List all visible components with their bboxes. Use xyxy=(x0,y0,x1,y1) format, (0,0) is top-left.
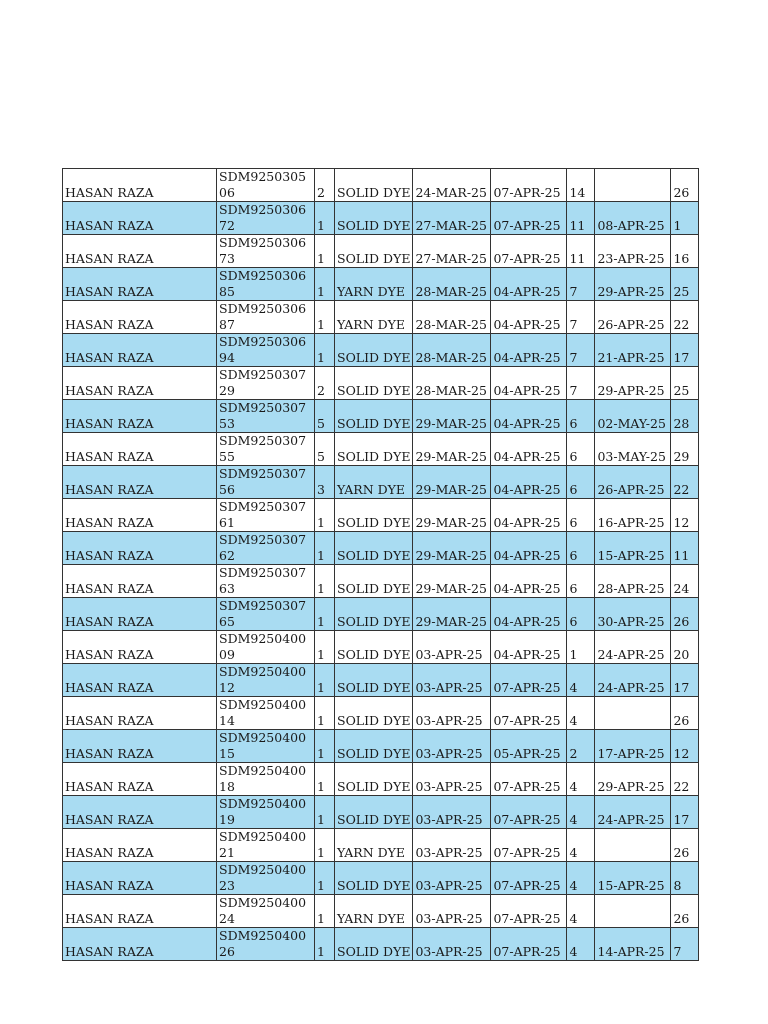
delay-days-cell: 20 xyxy=(671,631,699,664)
lead-days-cell: 4 xyxy=(567,664,595,697)
type-cell: SOLID DYE xyxy=(335,433,413,466)
delay-days-cell: 25 xyxy=(671,268,699,301)
table-row xyxy=(63,235,699,268)
delay-days-cell: 24 xyxy=(671,565,699,598)
qty-cell: 1 xyxy=(315,532,335,565)
due-date-cell: 04-APR-25 xyxy=(491,367,567,400)
order-cell: SDM925040018 xyxy=(217,763,315,796)
order-cell: SDM925030685 xyxy=(217,268,315,301)
order-cell: SDM925030729 xyxy=(217,367,315,400)
ship-date-cell: 21-APR-25 xyxy=(595,334,671,367)
ship-date-cell: 30-APR-25 xyxy=(595,598,671,631)
table-row xyxy=(63,565,699,598)
due-date-cell: 04-APR-25 xyxy=(491,565,567,598)
order-date-cell: 03-APR-25 xyxy=(413,829,491,862)
name-cell: HASAN RAZA xyxy=(63,367,217,400)
order-date-cell: 03-APR-25 xyxy=(413,928,491,961)
order-date-cell: 03-APR-25 xyxy=(413,631,491,664)
name-cell: HASAN RAZA xyxy=(63,697,217,730)
order-date-cell: 03-APR-25 xyxy=(413,862,491,895)
delay-days-cell: 8 xyxy=(671,862,699,895)
qty-cell: 1 xyxy=(315,301,335,334)
name-cell: HASAN RAZA xyxy=(63,598,217,631)
name-cell: HASAN RAZA xyxy=(63,235,217,268)
due-date-cell: 07-APR-25 xyxy=(491,928,567,961)
name-cell: HASAN RAZA xyxy=(63,730,217,763)
lead-days-cell: 4 xyxy=(567,697,595,730)
due-date-cell: 07-APR-25 xyxy=(491,796,567,829)
lead-days-cell: 7 xyxy=(567,367,595,400)
lead-days-cell: 7 xyxy=(567,334,595,367)
table-row xyxy=(63,928,699,961)
type-cell: SOLID DYE xyxy=(335,598,413,631)
lead-days-cell: 11 xyxy=(567,202,595,235)
type-cell: SOLID DYE xyxy=(335,235,413,268)
name-cell: HASAN RAZA xyxy=(63,829,217,862)
order-cell: SDM925040014 xyxy=(217,697,315,730)
name-cell: HASAN RAZA xyxy=(63,334,217,367)
due-date-cell: 07-APR-25 xyxy=(491,235,567,268)
type-cell: SOLID DYE xyxy=(335,499,413,532)
table-row xyxy=(63,532,699,565)
name-cell: HASAN RAZA xyxy=(63,565,217,598)
name-cell: HASAN RAZA xyxy=(63,400,217,433)
ship-date-cell: 16-APR-25 xyxy=(595,499,671,532)
order-date-cell: 29-MAR-25 xyxy=(413,565,491,598)
due-date-cell: 05-APR-25 xyxy=(491,730,567,763)
qty-cell: 2 xyxy=(315,169,335,202)
table-row xyxy=(63,829,699,862)
type-cell: SOLID DYE xyxy=(335,697,413,730)
table-row xyxy=(63,499,699,532)
order-cell: SDM925030687 xyxy=(217,301,315,334)
lead-days-cell: 11 xyxy=(567,235,595,268)
delay-days-cell: 17 xyxy=(671,796,699,829)
type-cell: SOLID DYE xyxy=(335,862,413,895)
table-row xyxy=(63,631,699,664)
order-date-cell: 03-APR-25 xyxy=(413,664,491,697)
delay-days-cell: 7 xyxy=(671,928,699,961)
qty-cell: 5 xyxy=(315,433,335,466)
order-date-cell: 03-APR-25 xyxy=(413,730,491,763)
name-cell: HASAN RAZA xyxy=(63,301,217,334)
qty-cell: 1 xyxy=(315,796,335,829)
qty-cell: 1 xyxy=(315,598,335,631)
delay-days-cell: 25 xyxy=(671,367,699,400)
qty-cell: 2 xyxy=(315,367,335,400)
name-cell: HASAN RAZA xyxy=(63,895,217,928)
qty-cell: 5 xyxy=(315,400,335,433)
type-cell: SOLID DYE xyxy=(335,565,413,598)
lead-days-cell: 6 xyxy=(567,400,595,433)
table-row xyxy=(63,400,699,433)
order-date-cell: 29-MAR-25 xyxy=(413,400,491,433)
type-cell: SOLID DYE xyxy=(335,367,413,400)
order-date-cell: 03-APR-25 xyxy=(413,895,491,928)
table-row xyxy=(63,697,699,730)
ship-date-cell xyxy=(595,169,671,202)
type-cell: SOLID DYE xyxy=(335,631,413,664)
due-date-cell: 07-APR-25 xyxy=(491,829,567,862)
order-date-cell: 27-MAR-25 xyxy=(413,202,491,235)
ship-date-cell xyxy=(595,697,671,730)
type-cell: SOLID DYE xyxy=(335,334,413,367)
qty-cell: 1 xyxy=(315,499,335,532)
lead-days-cell: 6 xyxy=(567,499,595,532)
ship-date-cell: 24-APR-25 xyxy=(595,631,671,664)
order-date-cell: 03-APR-25 xyxy=(413,796,491,829)
delay-days-cell: 17 xyxy=(671,664,699,697)
lead-days-cell: 6 xyxy=(567,466,595,499)
table-row xyxy=(63,598,699,631)
lead-days-cell: 4 xyxy=(567,763,595,796)
qty-cell: 1 xyxy=(315,334,335,367)
order-date-cell: 29-MAR-25 xyxy=(413,598,491,631)
due-date-cell: 04-APR-25 xyxy=(491,334,567,367)
order-date-cell: 28-MAR-25 xyxy=(413,334,491,367)
order-date-cell: 29-MAR-25 xyxy=(413,433,491,466)
ship-date-cell: 08-APR-25 xyxy=(595,202,671,235)
type-cell: SOLID DYE xyxy=(335,202,413,235)
delay-days-cell: 22 xyxy=(671,301,699,334)
due-date-cell: 07-APR-25 xyxy=(491,664,567,697)
ship-date-cell: 26-APR-25 xyxy=(595,301,671,334)
delay-days-cell: 16 xyxy=(671,235,699,268)
qty-cell: 1 xyxy=(315,565,335,598)
order-cell: SDM925040024 xyxy=(217,895,315,928)
delay-days-cell: 1 xyxy=(671,202,699,235)
due-date-cell: 04-APR-25 xyxy=(491,466,567,499)
order-date-cell: 27-MAR-25 xyxy=(413,235,491,268)
due-date-cell: 04-APR-25 xyxy=(491,532,567,565)
name-cell: HASAN RAZA xyxy=(63,433,217,466)
order-cell: SDM925030755 xyxy=(217,433,315,466)
order-cell: SDM925030673 xyxy=(217,235,315,268)
order-date-cell: 24-MAR-25 xyxy=(413,169,491,202)
type-cell: YARN DYE xyxy=(335,829,413,862)
lead-days-cell: 4 xyxy=(567,829,595,862)
name-cell: HASAN RAZA xyxy=(63,796,217,829)
data-table xyxy=(62,168,699,961)
lead-days-cell: 4 xyxy=(567,895,595,928)
delay-days-cell: 26 xyxy=(671,895,699,928)
order-cell: SDM925030753 xyxy=(217,400,315,433)
type-cell: YARN DYE xyxy=(335,895,413,928)
ship-date-cell: 26-APR-25 xyxy=(595,466,671,499)
due-date-cell: 07-APR-25 xyxy=(491,169,567,202)
name-cell: HASAN RAZA xyxy=(63,268,217,301)
order-cell: SDM925040023 xyxy=(217,862,315,895)
order-cell: SDM925030765 xyxy=(217,598,315,631)
name-cell: HASAN RAZA xyxy=(63,631,217,664)
qty-cell: 3 xyxy=(315,466,335,499)
name-cell: HASAN RAZA xyxy=(63,202,217,235)
table-row xyxy=(63,796,699,829)
due-date-cell: 07-APR-25 xyxy=(491,862,567,895)
order-date-cell: 29-MAR-25 xyxy=(413,466,491,499)
delay-days-cell: 26 xyxy=(671,598,699,631)
due-date-cell: 07-APR-25 xyxy=(491,202,567,235)
ship-date-cell: 02-MAY-25 xyxy=(595,400,671,433)
type-cell: SOLID DYE xyxy=(335,169,413,202)
type-cell: YARN DYE xyxy=(335,268,413,301)
qty-cell: 1 xyxy=(315,730,335,763)
order-cell: SDM925030756 xyxy=(217,466,315,499)
delay-days-cell: 12 xyxy=(671,499,699,532)
due-date-cell: 04-APR-25 xyxy=(491,400,567,433)
delay-days-cell: 29 xyxy=(671,433,699,466)
delay-days-cell: 12 xyxy=(671,730,699,763)
ship-date-cell: 15-APR-25 xyxy=(595,862,671,895)
lead-days-cell: 7 xyxy=(567,301,595,334)
name-cell: HASAN RAZA xyxy=(63,499,217,532)
table-row xyxy=(63,730,699,763)
qty-cell: 1 xyxy=(315,631,335,664)
ship-date-cell xyxy=(595,829,671,862)
qty-cell: 1 xyxy=(315,895,335,928)
ship-date-cell: 29-APR-25 xyxy=(595,268,671,301)
type-cell: SOLID DYE xyxy=(335,796,413,829)
table-row xyxy=(63,895,699,928)
ship-date-cell: 14-APR-25 xyxy=(595,928,671,961)
lead-days-cell: 4 xyxy=(567,928,595,961)
lead-days-cell: 4 xyxy=(567,862,595,895)
table-row xyxy=(63,202,699,235)
order-cell: SDM925030761 xyxy=(217,499,315,532)
order-cell: SDM925030762 xyxy=(217,532,315,565)
table-row xyxy=(63,268,699,301)
qty-cell: 1 xyxy=(315,763,335,796)
order-date-cell: 03-APR-25 xyxy=(413,763,491,796)
type-cell: SOLID DYE xyxy=(335,532,413,565)
due-date-cell: 04-APR-25 xyxy=(491,268,567,301)
lead-days-cell: 14 xyxy=(567,169,595,202)
order-cell: SDM925040012 xyxy=(217,664,315,697)
name-cell: HASAN RAZA xyxy=(63,532,217,565)
delay-days-cell: 26 xyxy=(671,829,699,862)
due-date-cell: 07-APR-25 xyxy=(491,895,567,928)
ship-date-cell: 29-APR-25 xyxy=(595,367,671,400)
order-date-cell: 28-MAR-25 xyxy=(413,268,491,301)
type-cell: YARN DYE xyxy=(335,466,413,499)
type-cell: SOLID DYE xyxy=(335,730,413,763)
table-row xyxy=(63,334,699,367)
name-cell: HASAN RAZA xyxy=(63,928,217,961)
delay-days-cell: 22 xyxy=(671,763,699,796)
lead-days-cell: 2 xyxy=(567,730,595,763)
ship-date-cell: 28-APR-25 xyxy=(595,565,671,598)
due-date-cell: 07-APR-25 xyxy=(491,697,567,730)
order-cell: SDM925040019 xyxy=(217,796,315,829)
order-date-cell: 28-MAR-25 xyxy=(413,367,491,400)
ship-date-cell: 15-APR-25 xyxy=(595,532,671,565)
ship-date-cell: 24-APR-25 xyxy=(595,664,671,697)
lead-days-cell: 6 xyxy=(567,565,595,598)
due-date-cell: 04-APR-25 xyxy=(491,631,567,664)
order-cell: SDM925030763 xyxy=(217,565,315,598)
order-cell: SDM925030694 xyxy=(217,334,315,367)
lead-days-cell: 6 xyxy=(567,532,595,565)
table-row xyxy=(63,433,699,466)
qty-cell: 1 xyxy=(315,829,335,862)
delay-days-cell: 26 xyxy=(671,169,699,202)
name-cell: HASAN RAZA xyxy=(63,862,217,895)
order-date-cell: 03-APR-25 xyxy=(413,697,491,730)
name-cell: HASAN RAZA xyxy=(63,763,217,796)
lead-days-cell: 6 xyxy=(567,598,595,631)
delay-days-cell: 26 xyxy=(671,697,699,730)
due-date-cell: 04-APR-25 xyxy=(491,499,567,532)
delay-days-cell: 22 xyxy=(671,466,699,499)
table-row xyxy=(63,367,699,400)
table-row xyxy=(63,466,699,499)
table-row xyxy=(63,301,699,334)
name-cell: HASAN RAZA xyxy=(63,664,217,697)
type-cell: SOLID DYE xyxy=(335,928,413,961)
due-date-cell: 07-APR-25 xyxy=(491,763,567,796)
table-row xyxy=(63,862,699,895)
table-row xyxy=(63,763,699,796)
ship-date-cell xyxy=(595,895,671,928)
delay-days-cell: 28 xyxy=(671,400,699,433)
ship-date-cell: 03-MAY-25 xyxy=(595,433,671,466)
order-cell: SDM925040021 xyxy=(217,829,315,862)
order-date-cell: 29-MAR-25 xyxy=(413,499,491,532)
order-cell: SDM925040015 xyxy=(217,730,315,763)
delay-days-cell: 17 xyxy=(671,334,699,367)
name-cell: HASAN RAZA xyxy=(63,466,217,499)
qty-cell: 1 xyxy=(315,268,335,301)
qty-cell: 1 xyxy=(315,664,335,697)
lead-days-cell: 4 xyxy=(567,796,595,829)
type-cell: YARN DYE xyxy=(335,301,413,334)
qty-cell: 1 xyxy=(315,202,335,235)
qty-cell: 1 xyxy=(315,235,335,268)
order-cell: SDM925030506 xyxy=(217,169,315,202)
qty-cell: 1 xyxy=(315,928,335,961)
order-cell: SDM925040026 xyxy=(217,928,315,961)
order-cell: SDM925030672 xyxy=(217,202,315,235)
order-date-cell: 28-MAR-25 xyxy=(413,301,491,334)
ship-date-cell: 24-APR-25 xyxy=(595,796,671,829)
name-cell: HASAN RAZA xyxy=(63,169,217,202)
ship-date-cell: 17-APR-25 xyxy=(595,730,671,763)
type-cell: SOLID DYE xyxy=(335,664,413,697)
lead-days-cell: 6 xyxy=(567,433,595,466)
due-date-cell: 04-APR-25 xyxy=(491,433,567,466)
delay-days-cell: 11 xyxy=(671,532,699,565)
qty-cell: 1 xyxy=(315,862,335,895)
ship-date-cell: 29-APR-25 xyxy=(595,763,671,796)
qty-cell: 1 xyxy=(315,697,335,730)
lead-days-cell: 1 xyxy=(567,631,595,664)
ship-date-cell: 23-APR-25 xyxy=(595,235,671,268)
table-row xyxy=(63,664,699,697)
order-cell: SDM925040009 xyxy=(217,631,315,664)
order-date-cell: 29-MAR-25 xyxy=(413,532,491,565)
type-cell: SOLID DYE xyxy=(335,763,413,796)
type-cell: SOLID DYE xyxy=(335,400,413,433)
table-row xyxy=(63,169,699,202)
lead-days-cell: 7 xyxy=(567,268,595,301)
due-date-cell: 04-APR-25 xyxy=(491,301,567,334)
due-date-cell: 04-APR-25 xyxy=(491,598,567,631)
